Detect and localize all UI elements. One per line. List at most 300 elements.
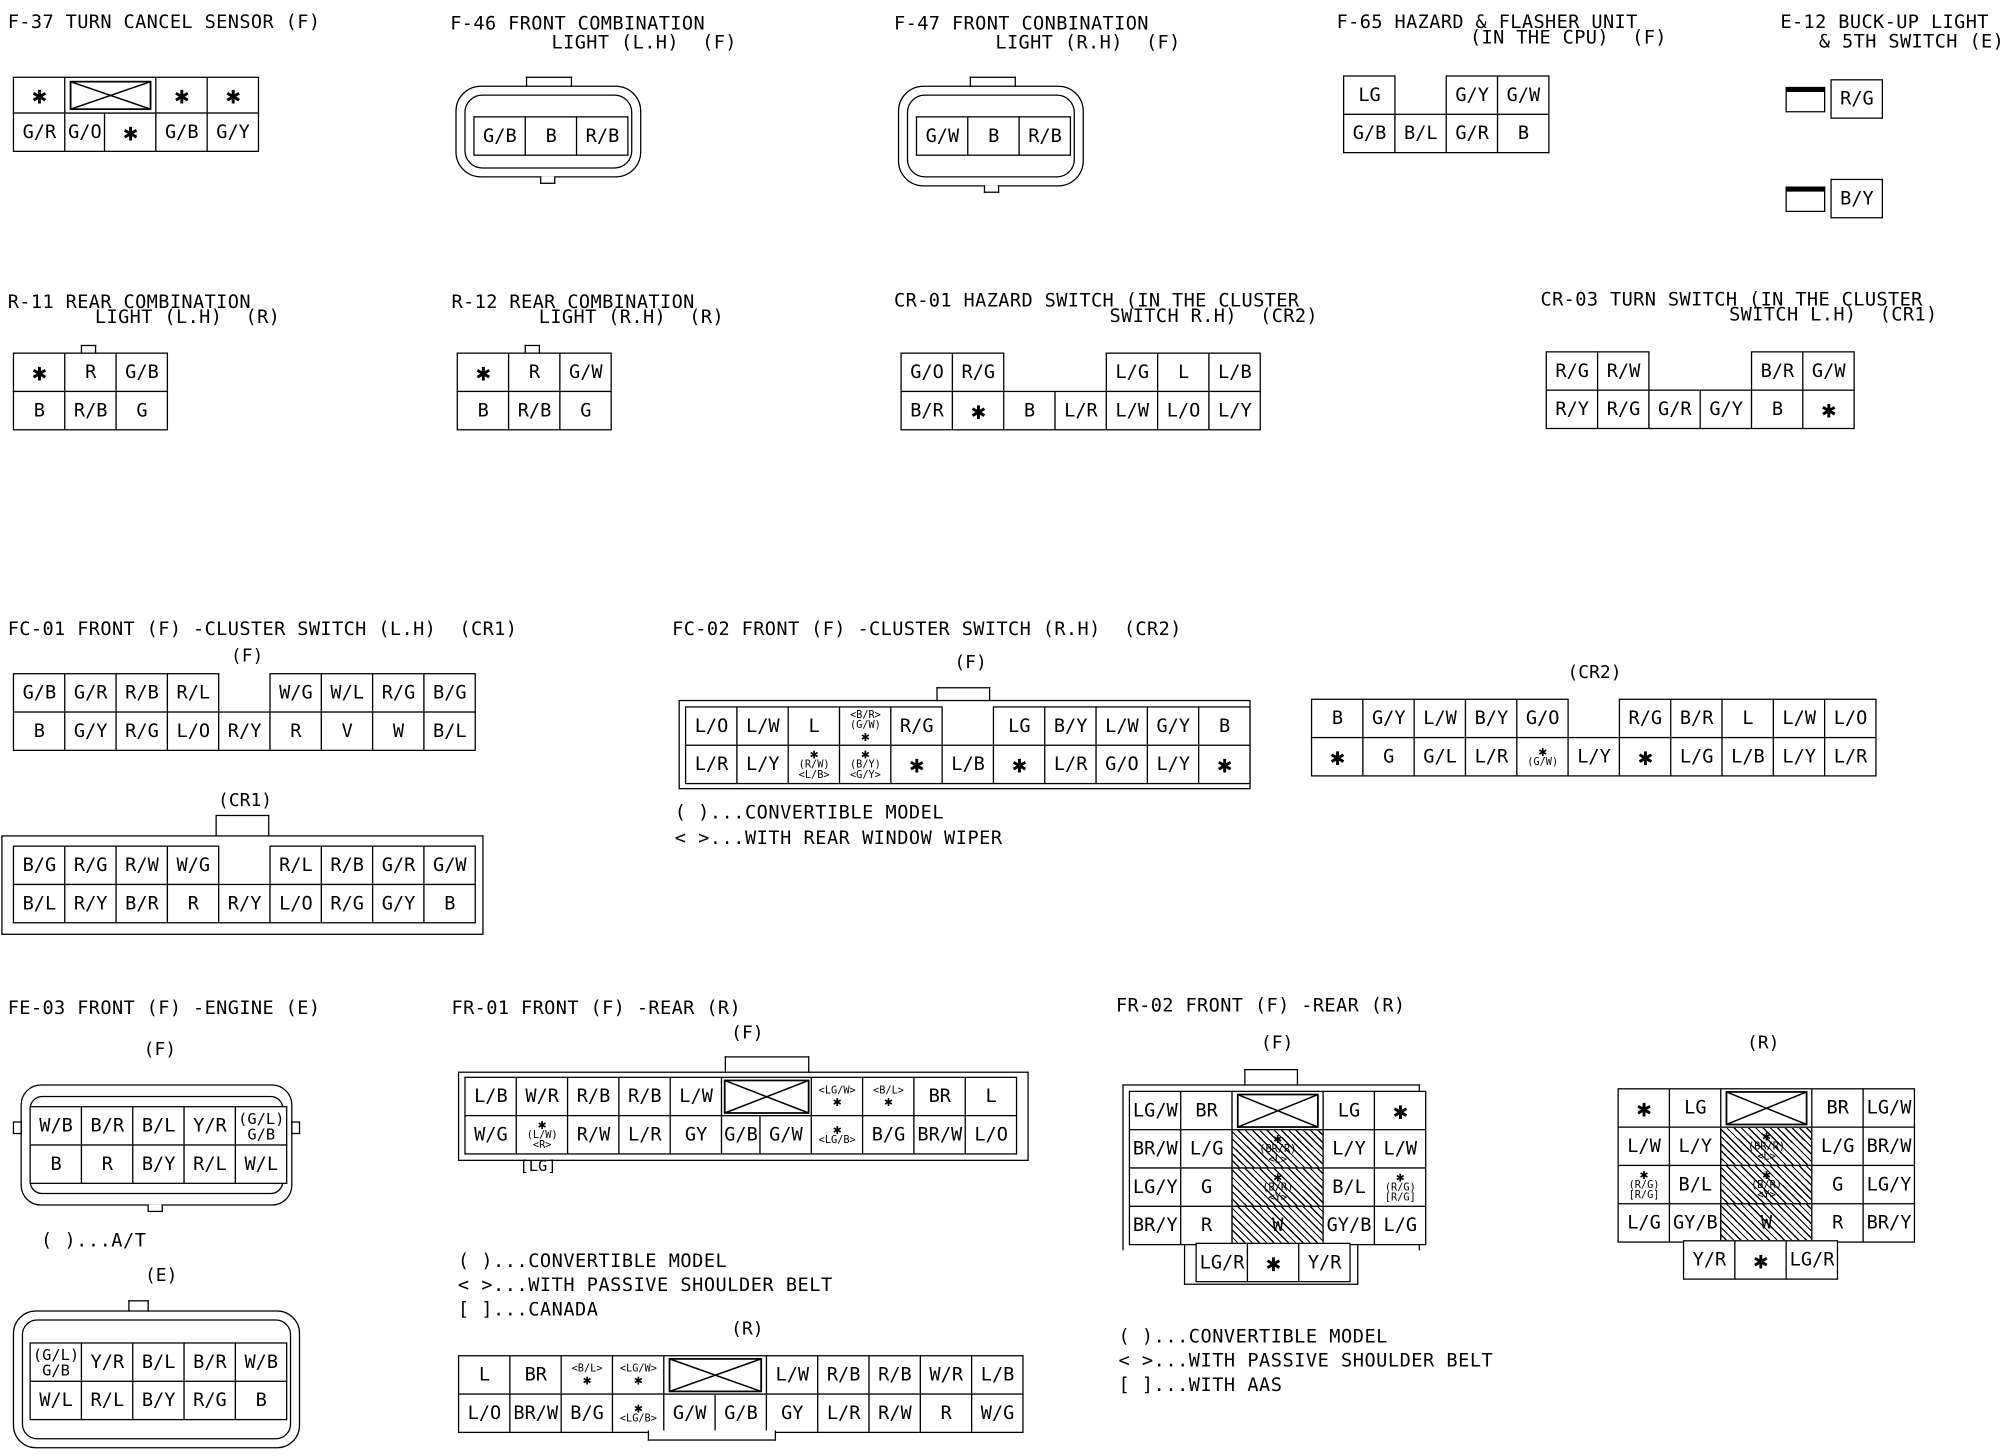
terminal: R/W bbox=[567, 1115, 620, 1155]
terminal-label-part: ✱ bbox=[809, 746, 819, 763]
terminal: L/R bbox=[1044, 745, 1097, 785]
terminal: G/R bbox=[1648, 390, 1701, 430]
terminal-label-part: <B/L> bbox=[873, 1084, 904, 1097]
terminal: R/Y bbox=[64, 884, 117, 924]
housing-key bbox=[540, 176, 555, 184]
legend-note: < >...WITH PASSIVE SHOULDER BELT bbox=[1118, 1351, 1494, 1372]
terminal: B/L bbox=[1322, 1167, 1375, 1207]
terminal: R/B bbox=[64, 391, 117, 431]
terminal: R/G bbox=[64, 846, 117, 886]
housing-latch bbox=[725, 1056, 810, 1073]
terminal: R/B bbox=[618, 1077, 671, 1117]
terminal-label-part: <LG/B> bbox=[619, 1412, 657, 1425]
terminal-grid-f bbox=[13, 673, 475, 750]
terminal-grid-e bbox=[30, 1342, 287, 1419]
terminal-label-part: (B/R) bbox=[1262, 1181, 1294, 1194]
terminal: G/B bbox=[1343, 114, 1396, 154]
terminal-grid-r bbox=[458, 1355, 1022, 1432]
terminal: W/G bbox=[269, 673, 322, 713]
key-block bbox=[663, 1355, 767, 1395]
terminal-label-part: G/B bbox=[247, 1124, 276, 1143]
terminal: B/R bbox=[183, 1342, 236, 1382]
terminal: W/R bbox=[516, 1077, 569, 1117]
terminal: G bbox=[559, 391, 612, 431]
terminal: L/G bbox=[1106, 353, 1159, 393]
side-label-cr1: (CR1) bbox=[218, 790, 273, 812]
terminal: L/B bbox=[1721, 737, 1774, 777]
terminal bbox=[1617, 1165, 1670, 1205]
terminal: W/G bbox=[971, 1393, 1024, 1433]
terminal bbox=[839, 706, 892, 746]
terminal-label-part: <Y> bbox=[1268, 1191, 1288, 1204]
terminal: R bbox=[508, 353, 561, 393]
terminal: V bbox=[321, 711, 374, 751]
terminal: LG bbox=[1669, 1088, 1722, 1128]
terminal: L/O bbox=[269, 884, 322, 924]
terminal: L/G bbox=[1811, 1126, 1864, 1166]
terminal-grid bbox=[13, 353, 167, 430]
terminal bbox=[811, 1077, 864, 1117]
terminal: L/R bbox=[685, 745, 738, 785]
terminal: R bbox=[1180, 1206, 1233, 1246]
connector-title: CR-03 TURN SWITCH (IN THE CLUSTER bbox=[1540, 289, 1923, 311]
key-block bbox=[721, 1077, 813, 1117]
terminal: L/R bbox=[1054, 391, 1107, 431]
terminal: W/B bbox=[235, 1342, 288, 1382]
connector-title: F-47 FRONT CONBINATION bbox=[894, 14, 1149, 35]
connector-title-line2: SWITCH L.H) (CR1) bbox=[1729, 305, 1938, 326]
terminal: B/R bbox=[115, 884, 168, 924]
terminal: L bbox=[458, 1355, 511, 1395]
terminal bbox=[839, 745, 892, 785]
terminal-footnote: [LG] bbox=[519, 1157, 557, 1176]
terminal: B bbox=[13, 391, 66, 431]
key-block bbox=[64, 77, 157, 115]
key-block bbox=[1231, 1091, 1324, 1131]
terminal: R/W bbox=[115, 846, 168, 886]
terminal: GY/B bbox=[1322, 1206, 1375, 1246]
terminal: L/R bbox=[618, 1115, 671, 1155]
terminal-label-part: ✱ bbox=[1762, 1128, 1771, 1145]
terminal-grid bbox=[1546, 351, 1854, 428]
connector-title: R-11 REAR COMBINATION bbox=[7, 292, 251, 313]
housing-key bbox=[984, 185, 999, 193]
terminal: L/W bbox=[1617, 1126, 1670, 1166]
terminal-label-part: G/B bbox=[42, 1361, 70, 1379]
terminal: B/L bbox=[132, 1106, 185, 1146]
terminal: R/W bbox=[1597, 351, 1650, 391]
terminal-grid bbox=[473, 116, 627, 154]
terminal: B/R bbox=[81, 1106, 134, 1146]
terminal: ✱ bbox=[890, 745, 943, 785]
side-label-f: (F) bbox=[1260, 1033, 1294, 1054]
legend-note: ( )...CONVERTIBLE MODEL bbox=[1118, 1327, 1388, 1348]
terminal: L/W bbox=[736, 706, 789, 746]
terminal: G/W bbox=[559, 353, 612, 393]
terminal: R/B bbox=[567, 1077, 620, 1117]
terminal-grid bbox=[13, 77, 258, 151]
terminal: G/R bbox=[64, 673, 117, 713]
terminal: BR/W bbox=[509, 1393, 562, 1433]
terminal: B bbox=[1311, 699, 1364, 739]
terminal: G/B bbox=[714, 1393, 767, 1433]
terminal: G/O bbox=[64, 112, 106, 152]
terminal: R/B bbox=[1018, 116, 1071, 156]
terminal: L/W bbox=[1106, 391, 1159, 431]
terminal: W/B bbox=[30, 1106, 83, 1146]
terminal: L/G bbox=[1374, 1206, 1427, 1246]
terminal: G/O bbox=[1516, 699, 1569, 739]
terminal: BR/Y bbox=[1129, 1206, 1182, 1246]
terminal: ✱ bbox=[993, 745, 1046, 785]
terminal: R/G bbox=[1619, 699, 1672, 739]
terminal-label-part: (B/R) bbox=[1751, 1179, 1782, 1191]
terminal: L/Y bbox=[1669, 1126, 1722, 1166]
terminal: R bbox=[1811, 1203, 1864, 1243]
terminal: L/Y bbox=[1208, 391, 1261, 431]
terminal-label-part: ✱ bbox=[634, 1371, 643, 1389]
terminal: G/B bbox=[473, 116, 526, 156]
side-label-f: (F) bbox=[731, 1023, 764, 1044]
terminal: R/B bbox=[868, 1355, 921, 1395]
terminal: L/G bbox=[1670, 737, 1723, 777]
terminal: B/R bbox=[900, 391, 953, 431]
terminal: B/Y bbox=[1830, 179, 1883, 219]
terminal: R/W bbox=[868, 1393, 921, 1433]
terminal: R/Y bbox=[218, 711, 271, 751]
terminal-label-part: <Y> bbox=[1757, 1189, 1776, 1201]
side-label-cr2: (CR2) bbox=[1567, 662, 1622, 684]
connector-title: FR-02 FRONT (F) -REAR (R) bbox=[1115, 996, 1406, 1017]
terminal-grid-r-bottom bbox=[1683, 1240, 1837, 1278]
terminal-latch bbox=[1786, 87, 1826, 113]
terminal-label-part: [R/G] bbox=[1384, 1191, 1416, 1204]
terminal: G/Y bbox=[372, 884, 425, 924]
housing-key bbox=[148, 1204, 163, 1212]
terminal: ✱ bbox=[1734, 1240, 1787, 1280]
terminal: W/L bbox=[235, 1144, 288, 1184]
terminal: G/W bbox=[423, 846, 476, 886]
terminal-grid bbox=[916, 116, 1070, 154]
terminal bbox=[788, 745, 841, 785]
terminal: B/G bbox=[13, 846, 66, 886]
terminal: Y/R bbox=[81, 1342, 134, 1382]
terminal: L/G bbox=[1617, 1203, 1670, 1243]
terminal: ✱ bbox=[952, 391, 1005, 431]
terminal: G/Y bbox=[1700, 390, 1753, 430]
terminal: R/B bbox=[321, 846, 374, 886]
terminal: B bbox=[967, 116, 1020, 156]
terminal: B bbox=[1198, 706, 1251, 746]
terminal bbox=[612, 1393, 665, 1433]
terminal: R/B bbox=[817, 1355, 870, 1395]
terminal: R/Y bbox=[1546, 390, 1599, 430]
terminal: W/G bbox=[167, 846, 220, 886]
terminal-grid bbox=[1830, 179, 1881, 217]
terminal-label-part: (G/W) bbox=[849, 719, 881, 731]
terminal-label-part: <B/L> bbox=[571, 1363, 603, 1375]
terminal-label-part: ✱ bbox=[582, 1371, 592, 1389]
terminal: L/W bbox=[1374, 1129, 1427, 1169]
terminal bbox=[1516, 737, 1569, 777]
side-label-f: (F) bbox=[230, 646, 264, 667]
terminal-label-part: (G/L) bbox=[32, 1345, 80, 1364]
terminal: R bbox=[269, 711, 322, 751]
connector-title-line2: LIGHT (R.H) (F) bbox=[995, 33, 1181, 54]
terminal: B/G bbox=[862, 1115, 915, 1155]
connector-title: E-12 BUCK-UP LIGHT bbox=[1780, 12, 1989, 34]
connector-title: F-37 TURN CANCEL SENSOR (F) bbox=[7, 12, 321, 34]
connector-title: FR-01 FRONT (F) -REAR (R) bbox=[451, 998, 742, 1020]
terminal: B/G bbox=[561, 1393, 614, 1433]
connector-title-line2: LIGHT (L.H) (R) bbox=[94, 307, 281, 329]
terminal bbox=[862, 1077, 915, 1117]
terminal-label-part: (R/W) bbox=[798, 758, 830, 771]
terminal: ✱ bbox=[13, 77, 66, 115]
terminal: R bbox=[64, 353, 117, 393]
terminal: R/B bbox=[576, 116, 629, 156]
connector-title-line2: LIGHT (R.H) (R) bbox=[538, 307, 725, 329]
terminal: B/R bbox=[1670, 699, 1723, 739]
terminal: L bbox=[788, 706, 841, 746]
terminal: L/R bbox=[1465, 737, 1518, 777]
terminal: Y/R bbox=[1683, 1240, 1736, 1280]
terminal: L/O bbox=[1157, 391, 1210, 431]
terminal bbox=[811, 1115, 864, 1155]
terminal-grid-r bbox=[1617, 1088, 1913, 1241]
terminal: G/R bbox=[372, 846, 425, 886]
terminal-empty bbox=[1648, 351, 1701, 391]
terminal-label-part: ✱ bbox=[634, 1400, 643, 1417]
terminal-label-part: <LG/B> bbox=[818, 1134, 856, 1146]
connector-title-line2: LIGHT (L.H) (F) bbox=[551, 33, 737, 54]
terminal: R bbox=[81, 1144, 134, 1184]
terminal: L/O bbox=[965, 1115, 1018, 1155]
terminal: BR bbox=[913, 1077, 966, 1117]
terminal-label-part: ✱ bbox=[1273, 1168, 1283, 1186]
terminal: BR bbox=[1180, 1091, 1233, 1131]
terminal-grid-f bbox=[464, 1077, 1016, 1154]
side-label-e: (E) bbox=[144, 1265, 178, 1287]
terminal: R/G bbox=[321, 884, 374, 924]
side-label-r: (R) bbox=[731, 1319, 764, 1340]
terminal: G/B bbox=[115, 353, 168, 393]
terminal: ✱ bbox=[1802, 390, 1855, 430]
side-label-r: (R) bbox=[1747, 1033, 1780, 1054]
terminal: G/Y bbox=[1446, 75, 1499, 115]
terminal-label-part: (R/G) bbox=[1384, 1181, 1416, 1194]
terminal: B/R bbox=[1751, 351, 1804, 391]
terminal-label-part: (L/W) bbox=[526, 1129, 558, 1141]
terminal: ✱ bbox=[13, 353, 66, 393]
terminal: R/L bbox=[167, 673, 220, 713]
terminal: G bbox=[1180, 1167, 1233, 1207]
terminal: B bbox=[457, 391, 510, 431]
terminal: B/G bbox=[423, 673, 476, 713]
connector-title-line2: (IN THE CPU) (F) bbox=[1469, 28, 1667, 49]
legend-note: ( )...A/T bbox=[41, 1231, 147, 1252]
terminal bbox=[1231, 1167, 1324, 1207]
terminal: R/G bbox=[952, 353, 1005, 393]
terminal-label-part: (BR/R) bbox=[1259, 1143, 1297, 1155]
terminal: B/L bbox=[13, 884, 66, 924]
terminal: L/R bbox=[1824, 737, 1877, 777]
terminal: BR/W bbox=[1129, 1129, 1182, 1169]
terminal-empty bbox=[1054, 353, 1107, 393]
terminal: L/B bbox=[971, 1355, 1024, 1395]
connector-title-line2: SWITCH R.H) (CR2) bbox=[1109, 306, 1319, 327]
terminal: L/W bbox=[670, 1077, 723, 1117]
terminal: L/B bbox=[464, 1077, 517, 1117]
terminal-label-part: <L> bbox=[1268, 1153, 1288, 1166]
legend-note: [ ]...WITH AAS bbox=[1118, 1375, 1283, 1396]
connector-title: F-65 HAZARD & FLASHER UNIT bbox=[1336, 12, 1638, 34]
terminal: L bbox=[1157, 353, 1210, 393]
terminal: L/O bbox=[167, 711, 220, 751]
connector-title: R-12 REAR COMBINATION bbox=[451, 292, 695, 313]
terminal bbox=[516, 1115, 569, 1155]
terminal: R/Y bbox=[218, 884, 271, 924]
side-label-f: (F) bbox=[143, 1039, 177, 1061]
terminal: L/W bbox=[766, 1355, 819, 1395]
terminal-grid-f bbox=[685, 706, 1249, 783]
terminal: B bbox=[1751, 390, 1804, 430]
terminal: L/W bbox=[1095, 706, 1148, 746]
terminal: L/O bbox=[1824, 699, 1877, 739]
terminal: G/W bbox=[1802, 351, 1855, 391]
terminal: G bbox=[1362, 737, 1415, 777]
terminal: LG/W bbox=[1862, 1088, 1915, 1128]
terminal bbox=[1720, 1165, 1813, 1205]
terminal-empty bbox=[218, 673, 271, 713]
terminal: B/Y bbox=[1044, 706, 1097, 746]
terminal: G/O bbox=[1095, 745, 1148, 785]
connector-title-line2: & 5TH SWITCH (E) bbox=[1818, 31, 2005, 53]
terminal: GY bbox=[670, 1115, 723, 1155]
terminal: B/L bbox=[132, 1342, 185, 1382]
terminal: B bbox=[13, 711, 66, 751]
terminal: L/G bbox=[1180, 1129, 1233, 1169]
terminal: B bbox=[525, 116, 578, 156]
terminal: W bbox=[1231, 1206, 1324, 1246]
terminal-grid-f bbox=[30, 1106, 287, 1183]
terminal-grid bbox=[1830, 79, 1881, 117]
terminal-empty bbox=[218, 846, 271, 886]
terminal-label-part: <R> bbox=[532, 1139, 552, 1151]
legend-note: ( )...CONVERTIBLE MODEL bbox=[457, 1251, 728, 1273]
terminal: B bbox=[423, 884, 476, 924]
terminal-label-part: ✱ bbox=[537, 1116, 547, 1134]
terminal-grid-f bbox=[1129, 1091, 1425, 1244]
terminal bbox=[30, 1342, 83, 1382]
terminal: BR/W bbox=[1862, 1126, 1915, 1166]
terminal-label-part: (BR/R) bbox=[1747, 1140, 1786, 1153]
terminal: LG/Y bbox=[1862, 1165, 1915, 1205]
terminal: R/L bbox=[81, 1381, 134, 1421]
side-label-f: (F) bbox=[954, 652, 987, 674]
terminal: L/Y bbox=[1567, 737, 1620, 777]
terminal: R/G bbox=[1546, 351, 1599, 391]
terminal-empty bbox=[1700, 351, 1753, 391]
terminal: GY/B bbox=[1669, 1203, 1722, 1243]
terminal-label-part: <B/R> bbox=[849, 709, 881, 721]
terminal bbox=[1231, 1129, 1324, 1169]
terminal: BR/W bbox=[913, 1115, 966, 1155]
terminal: G/B bbox=[155, 112, 208, 152]
terminal: GY bbox=[766, 1393, 819, 1433]
terminal: G/W bbox=[663, 1393, 716, 1433]
terminal: L/W bbox=[1773, 699, 1826, 739]
terminal-label-part: ✱ bbox=[1273, 1130, 1283, 1148]
terminal: R/L bbox=[183, 1144, 236, 1184]
terminal-label-part: <G/Y> bbox=[849, 769, 881, 781]
terminal: G/R bbox=[13, 112, 66, 152]
terminal: R/B bbox=[115, 673, 168, 713]
terminal: ✱ bbox=[1619, 737, 1672, 777]
terminal bbox=[561, 1355, 614, 1395]
key-block bbox=[1720, 1088, 1813, 1128]
terminal: W bbox=[372, 711, 425, 751]
terminal: LG bbox=[1343, 75, 1396, 115]
legend-note: ( )...CONVERTIBLE MODEL bbox=[674, 803, 945, 824]
terminal: G/O bbox=[900, 353, 953, 393]
terminal-empty bbox=[1394, 75, 1447, 115]
terminal: G bbox=[1811, 1165, 1864, 1205]
terminal: LG bbox=[1322, 1091, 1375, 1131]
terminal: ✱ bbox=[1247, 1243, 1300, 1283]
terminal: B bbox=[30, 1144, 83, 1184]
terminal: L bbox=[1721, 699, 1774, 739]
terminal: Y/R bbox=[1298, 1243, 1351, 1283]
terminal: W/L bbox=[30, 1381, 83, 1421]
terminal-grid bbox=[457, 353, 611, 430]
terminal: B/L bbox=[1394, 114, 1447, 154]
terminal: BR bbox=[1811, 1088, 1864, 1128]
terminal-grid bbox=[1343, 75, 1548, 152]
terminal-label-part: (R/G) bbox=[1628, 1179, 1660, 1191]
terminal: LG bbox=[993, 706, 1046, 746]
terminal-label-part: (G/L) bbox=[238, 1109, 285, 1128]
terminal: G/L bbox=[1414, 737, 1467, 777]
terminal: L/W bbox=[1414, 699, 1467, 739]
terminal: G/Y bbox=[1147, 706, 1200, 746]
terminal-label-part: <LG/W> bbox=[818, 1084, 856, 1097]
connector-title: FE-03 FRONT (F) -ENGINE (E) bbox=[7, 998, 321, 1020]
terminal-label-part: [R/G] bbox=[1628, 1189, 1660, 1201]
terminal: G bbox=[115, 391, 168, 431]
terminal-label-part: ✱ bbox=[884, 1093, 893, 1111]
terminal: ✱ bbox=[1198, 745, 1251, 785]
terminal: R/G bbox=[1830, 79, 1883, 119]
terminal-empty bbox=[942, 706, 995, 746]
terminal bbox=[235, 1106, 288, 1146]
terminal-label-part: (G/W) bbox=[1527, 756, 1559, 768]
terminal: R/L bbox=[269, 846, 322, 886]
side-tab bbox=[291, 1121, 300, 1134]
terminal: R bbox=[167, 884, 220, 924]
housing-latch bbox=[215, 815, 269, 837]
terminal-label-part: ✱ bbox=[1762, 1166, 1771, 1183]
terminal: B/Y bbox=[132, 1381, 185, 1421]
terminal: G/W bbox=[759, 1115, 812, 1155]
terminal bbox=[612, 1355, 665, 1395]
side-tab bbox=[13, 1121, 22, 1134]
terminal: G/W bbox=[1497, 75, 1550, 115]
terminal: L/R bbox=[817, 1393, 870, 1433]
terminal: W bbox=[1720, 1203, 1813, 1243]
terminal-empty bbox=[1567, 699, 1620, 739]
terminal-label-part: ✱ bbox=[861, 746, 870, 763]
